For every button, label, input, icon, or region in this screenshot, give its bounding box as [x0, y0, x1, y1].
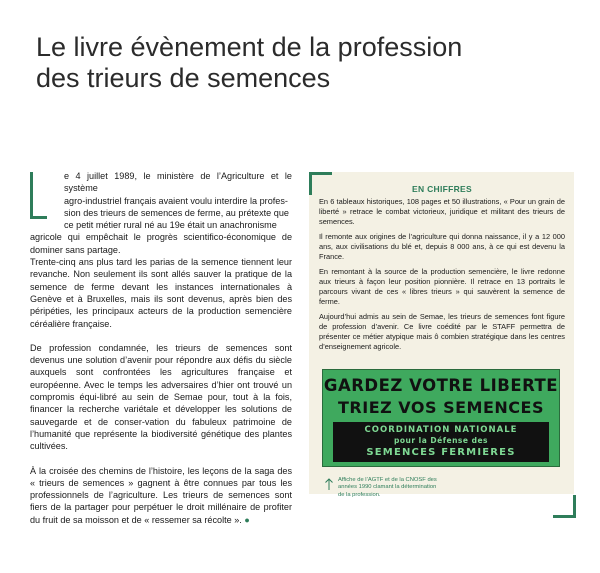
arrow-up-icon: [324, 477, 334, 491]
article-p4-text: À la croisée des chemins de l’histoire, les leçons de la saga des « trieurs de semences » gagnent à être connues par tous les professionnels de l’agriculture. Les trieurs de semences sont fiers de la partager pour perpétuer le droit millénaire de profiter du fruit de sa moisson et de « ressemer sa récolte ».: [30, 465, 292, 525]
title-line-1: Le livre évènement de la profession: [36, 32, 463, 62]
sidebar-paragraph-3: En remontant à la source de la production semencière, le livre redonne aux trieurs à façon leur position pionnière. Il retrace en 13 portraits le parcours vivant de ces « libres trieurs » qui sauvèrent la semence de ferme.: [319, 267, 565, 306]
poster-band-line-3: SEMENCES FERMIERES: [366, 447, 516, 458]
poster-line-1: GARDEZ VOTRE LIBERTE: [323, 376, 559, 395]
poster-caption: Affiche de l’AGTF et de la CNOSF des années 1990 clamant la détermination de la profession.: [338, 477, 437, 498]
end-mark: ●: [244, 514, 250, 525]
poster-image: [322, 369, 560, 467]
sidebar-content: [319, 184, 565, 357]
sidebar-paragraph-2: Il remonte aux origines de l’agriculture qui donna naissance, il y a 12 000 ans, aux civilisations du blé et, depuis 8 000 ans, à ce qui est devenu la France.: [319, 232, 565, 261]
sidebar-heading: EN CHIFFRES: [412, 184, 472, 194]
poster-band-line-2: pour la Défense des: [394, 436, 488, 445]
article-p1-line-3: sion des trieurs de semences de ferme, au prétexte que: [64, 207, 289, 218]
article-paragraph-2: Trente-cinq ans plus tard les parias de la semence tiennent leur revanche. Non seulement ils sont allés sauver la pratique de la semence de ferme devant les instances internationales à Genève et à Bruxelles, mais ils sont devenus, après bien des péripéties, les principaux acteurs de la production semencière céréalière française.: [30, 257, 292, 329]
sidebar-paragraph-4: Aujourd’hui admis au sein de Semae, les trieurs de semences font figure de profession d’avenir. Ce livre coédité par le STAFF permettra de présenter ce métier atypique mais ô combien stratégique dans les centres d’enseignement agricole.: [319, 312, 565, 351]
sidebar-paragraph-1: En 6 tableaux historiques, 108 pages et 50 illustrations, « Pour un grain de liberté » retrace le combat victorieux, juridique et militant des trieurs de semences.: [319, 197, 565, 226]
title-line-2: des trieurs de semences: [36, 63, 331, 93]
poster-band: [333, 422, 549, 462]
article-paragraph-3: De profession condamnée, les trieurs de semences sont devenus une solution d’avenir pour répondre aux défis du siècle auxquels sont confrontées les agricultures française et européenne. Avec le temps les adversaires d’hier ont trouvé un compromis équi-libré au sein de Semae pour, tout à la fois, financer la recherche variétale et développer les solutions de sauvegarde et de conser-vation du fabuleux patrimoine de l’humanité que représente la biodiversité génétique des plantes cultivées.: [30, 342, 292, 452]
article-p1-line-1: e 4 juillet 1989, le ministère de l’Agriculture et le système: [64, 171, 292, 194]
article-paragraph-1: [30, 170, 292, 256]
sidebar-corner-bottom: [553, 495, 576, 518]
poster-line-2: TRIEZ VOS SEMENCES: [338, 398, 544, 417]
article-paragraph-4: [30, 465, 292, 526]
article-p1-rest: agricole qui empêchait le progrès scientifico-économique de dominer sans partage.: [30, 232, 292, 255]
article-body: [30, 170, 292, 538]
page-title: [36, 32, 576, 94]
article-p1-line-2: agro-industriel français avaient voulu interdire la profes-: [64, 195, 288, 206]
article-p1-line-4: ce petit métier rural né au 19e était un anachronisme: [64, 220, 277, 231]
poster-band-line-1: COORDINATION NATIONALE: [364, 425, 518, 435]
